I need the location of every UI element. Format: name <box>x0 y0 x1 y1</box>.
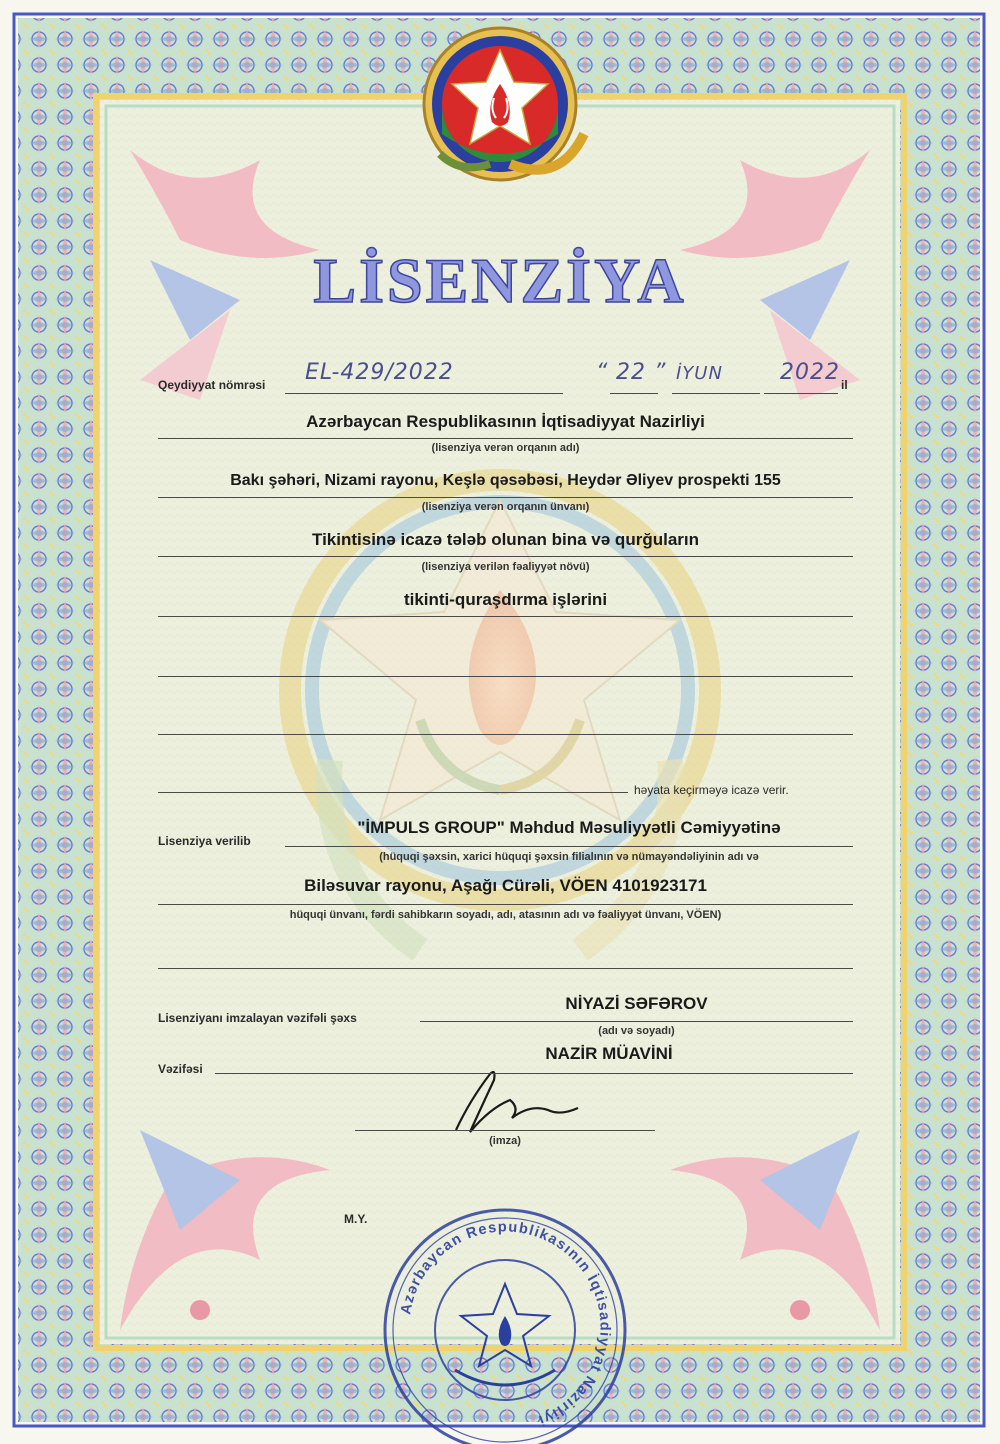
signature-caption: (imza) <box>489 1135 521 1147</box>
activity-caption: (lisenziya verilən fəaliyyət növü) <box>421 561 590 573</box>
stamp-text-ring <box>385 1210 625 1444</box>
licensee-name-line <box>285 846 853 847</box>
signatory-name-caption: (adı və soyadı) <box>598 1025 675 1037</box>
activity-line-1-rule <box>158 556 853 557</box>
registration-year: 2022 <box>780 360 840 385</box>
issuer-name-line <box>158 438 853 439</box>
activity-line-2: tikinti-quraşdırma işlərini <box>403 590 608 609</box>
document-title: LİSENZİYA <box>313 245 687 316</box>
year-line <box>764 393 838 394</box>
registration-number-line <box>285 393 563 394</box>
registration-month: İYUN <box>676 363 723 384</box>
licensee-address: Biləsuvar rayonu, Aşağı Cürəli, VÖEN 4101923171 <box>304 876 707 895</box>
licensee-address-caption: hüquqi ünvanı, fərdi sahibkarın soyadı, adı, atasının adı və fəaliyyət ünvanı, VÖEN) <box>289 909 722 921</box>
issuer-name-caption: (lisenziya verən orqanın adı) <box>431 442 580 454</box>
signature-line <box>355 1130 655 1131</box>
seal-mark: M.Y. <box>344 1212 368 1226</box>
licensee-address-line <box>158 904 853 905</box>
issuer-address-caption: (lisenziya verən orqanın ünvanı) <box>421 501 590 513</box>
signatory-label: Lisenziyanı imzalayan vəzifəli şəxs <box>158 1011 357 1025</box>
registration-label: Qeydiyyat nömrəsi <box>158 378 266 392</box>
position-line <box>215 1073 853 1074</box>
registration-number: EL-429/2022 <box>305 360 454 385</box>
day-line <box>610 393 658 394</box>
position-label: Vəzifəsi <box>158 1062 203 1076</box>
year-suffix: il <box>841 378 848 392</box>
issuer-address-line <box>158 497 853 498</box>
date-quote-open: “ <box>596 360 609 385</box>
blank-line-1 <box>158 676 853 677</box>
signatory-position: NAZİR MÜAVİNİ <box>545 1044 673 1063</box>
signatory-name: NİYAZİ SƏFƏROV <box>565 994 708 1013</box>
licensee-name: "İMPULS GROUP" Məhdud Məsuliyyətli Cəmiyyətinə <box>357 818 781 837</box>
blank-line-3 <box>158 792 628 793</box>
licensee-name-caption: (hüquqi şəxsin, xarici hüquqi şəxsin filialının və nümayəndəliyinin adı və <box>379 851 759 863</box>
activity-line-2-rule <box>158 616 853 617</box>
blank-line-4 <box>158 968 853 969</box>
issuer-address: Bakı şəhəri, Nizami rayonu, Keşlə qəsəbəsi, Heydər Əliyev prospekti 155 <box>230 472 781 489</box>
registration-day: 22 <box>616 360 646 385</box>
signatory-name-line <box>420 1021 853 1022</box>
stamp-ring-label: Azərbaycan Respublikasının İqtisadiyyat Nazirliyi <box>398 1219 613 1429</box>
month-line <box>672 393 760 394</box>
activity-line-1: Tikintisinə icazə tələb olunan bina və qurğuların <box>312 530 699 549</box>
blank-line-2 <box>158 734 853 735</box>
activity-suffix: həyata keçirməyə icazə verir. <box>634 783 789 797</box>
svg-text:Azərbaycan Respublikasının İqt <box>398 1219 612 1428</box>
date-quote-close: ” <box>654 360 667 385</box>
licensee-label: Lisenziya verilib <box>158 834 251 848</box>
issuer-name: Azərbaycan Respublikasının İqtisadiyyat Nazirliyi <box>306 412 705 431</box>
